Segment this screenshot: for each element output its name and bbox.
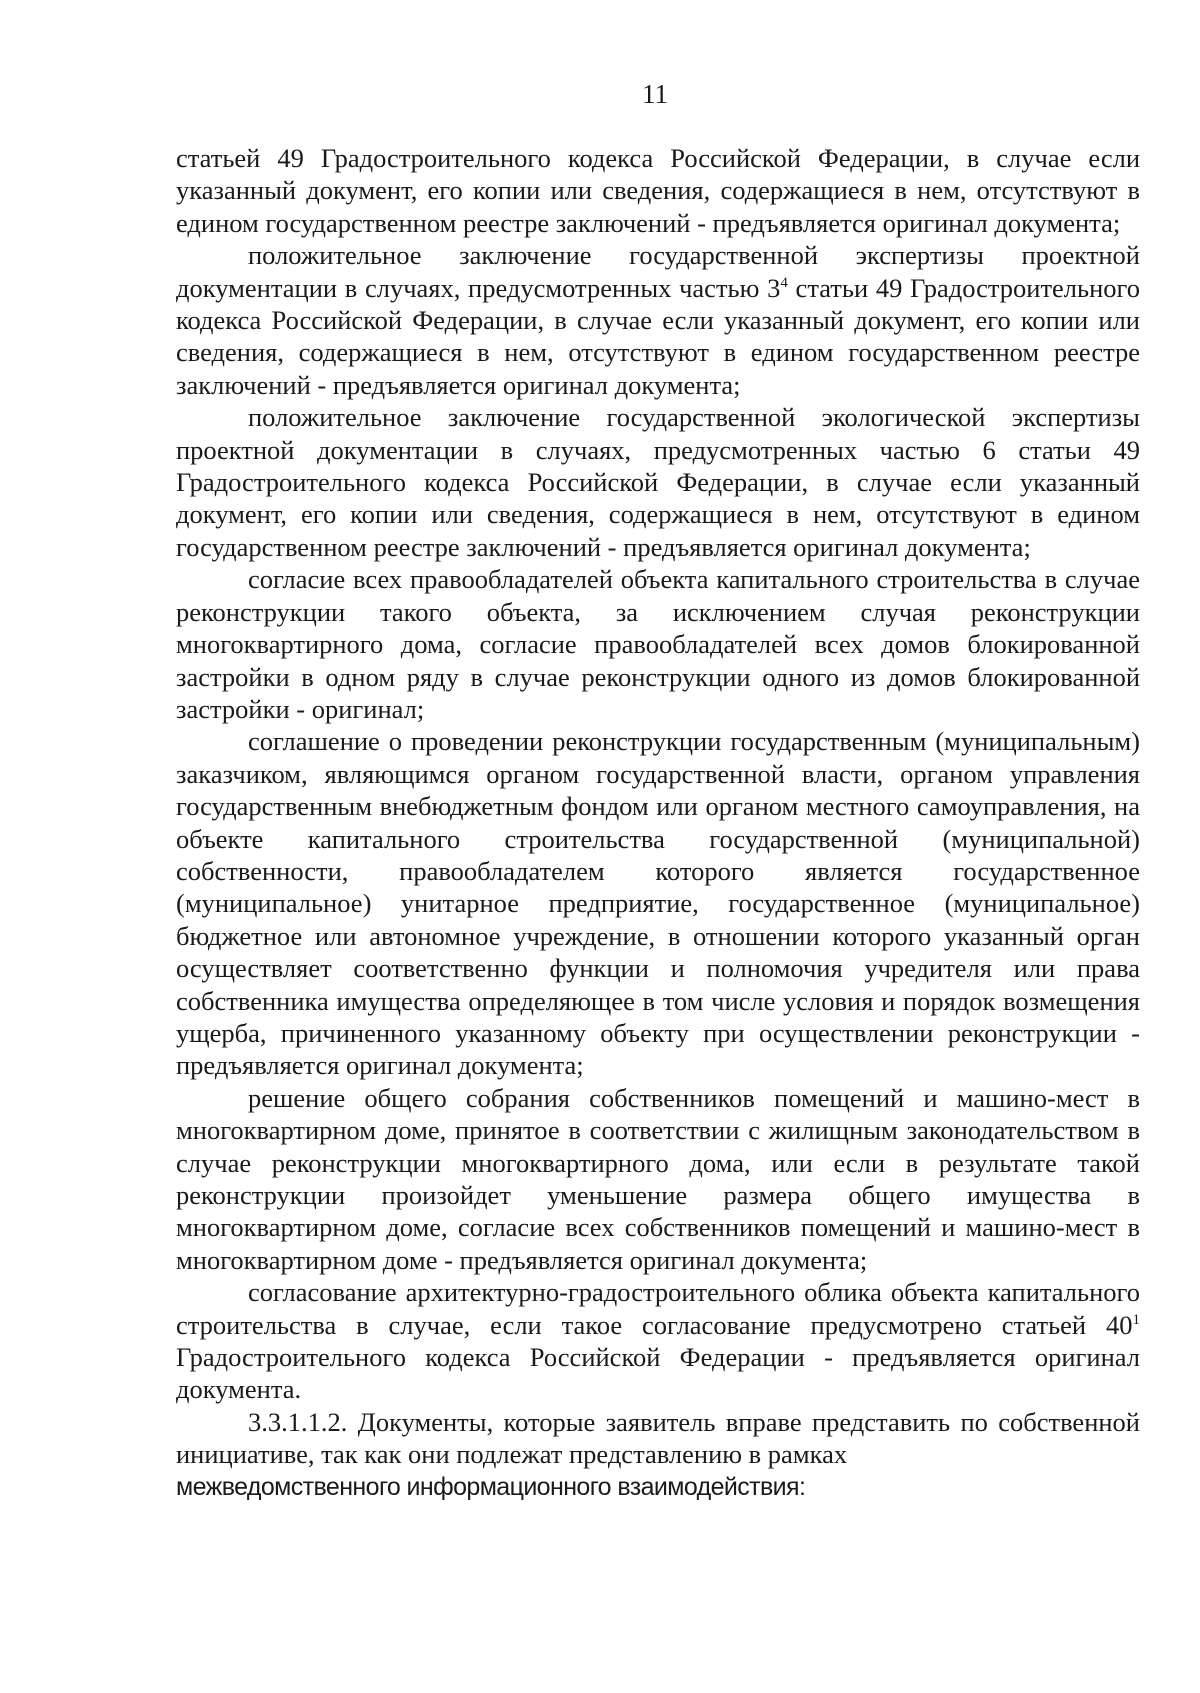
paragraph-7-superscript: 1 [1132,1311,1140,1328]
paragraph-2-text-a: положительное заключение государственной экспертизы проектной документации в случаях, предусмотренных частью 3 [176,240,1140,303]
paragraph-8: 3.3.1.1.2. Документы, которые заявитель вправе представить по собственной инициативе, так как они подлежат представлению в рамках [176,1406,1140,1470]
paragraph-1: статьей 49 Градостроительного кодекса Российской Федерации, в случае если указанный документ, его копии или сведения, содержащиеся в нем, отсутствуют в едином государственном реестре заключений - предъявляется оригинал документа; [176,143,1140,238]
paragraph-8-last-line: межведомственного информационного взаимодействия: [176,1472,806,1501]
paragraph-4: согласие всех правообладателей объекта капитального строительства в случае реконструкции такого объекта, за исключением случая реконструкции многоквартирного дома, согласие правообладателей всех домов блокированной застройки в одном ряду в случае реконструкции одного из домов блокированной застройки - оригинал; [176,564,1140,724]
paragraph-6: решение общего собрания собственников помещений и машино-мест в многоквартирном доме, принятое в соответствии с жилищным законодательством в случае реконструкции многоквартирного дома, или если в результате такой реконструкции произойдет уменьшение размера общего имущества в многоквартирном доме, согласие всех собственников помещений и машино-мест в многоквартирном доме - предъявляется оригинал документа; [176,1082,1140,1275]
paragraph-7-text-b: Градостроительного кодекса Российской Федерации - предъявляется оригинал документа. [176,1342,1140,1405]
paragraph-2-text-b: статьи 49 Градостроительного кодекса Российской Федерации, в случае если указанный документ, его копии или сведения, содержащиеся в нем, отсутствуют в едином государственном реестре заключений - предъявляется оригинал документа; [176,272,1140,400]
paragraph-2 [176,239,1140,401]
paragraph-7-text-a: согласование архитектурно-градостроительного облика объекта капитального строительства в случае, если такое согласование предусмотрено статьей 40 [176,1277,1140,1340]
paragraph-3: положительное заключение государственной экологической экспертизы проектной документации в случаях, предусмотренных частью 6 статьи 49 Градостроительного кодекса Российской Федерации, в случае если указанный документ, его копии или сведения, содержащиеся в нем, отсутствуют в едином государственном реестре заключений - предъявляется оригинал документа; [176,402,1140,562]
document-body [176,142,1140,1503]
paragraph-5: соглашение о проведении реконструкции государственным (муниципальным) заказчиком, являющимся органом государственной власти, органом управления государственным внебюджетным фондом или органом местного самоуправления, на объекте капитального строительства государственной (муниципальной) собственности, правообладателем которого является государственное (муниципальное) унитарное предприятие, государственное (муниципальное) бюджетное или автономное учреждение, в отношении которого указанный орган осуществляет соответственно функции и полномочия учредителя или права собственника имущества определяющее в том числе условия и порядок возмещения ущерба, причиненного указанному объекту при осуществлении реконструкции - предъявляется оригинал документа; [176,726,1140,1081]
paragraph-7 [176,1276,1140,1406]
paragraph-2-superscript: 4 [780,274,788,291]
page-number: 11 [642,79,668,109]
